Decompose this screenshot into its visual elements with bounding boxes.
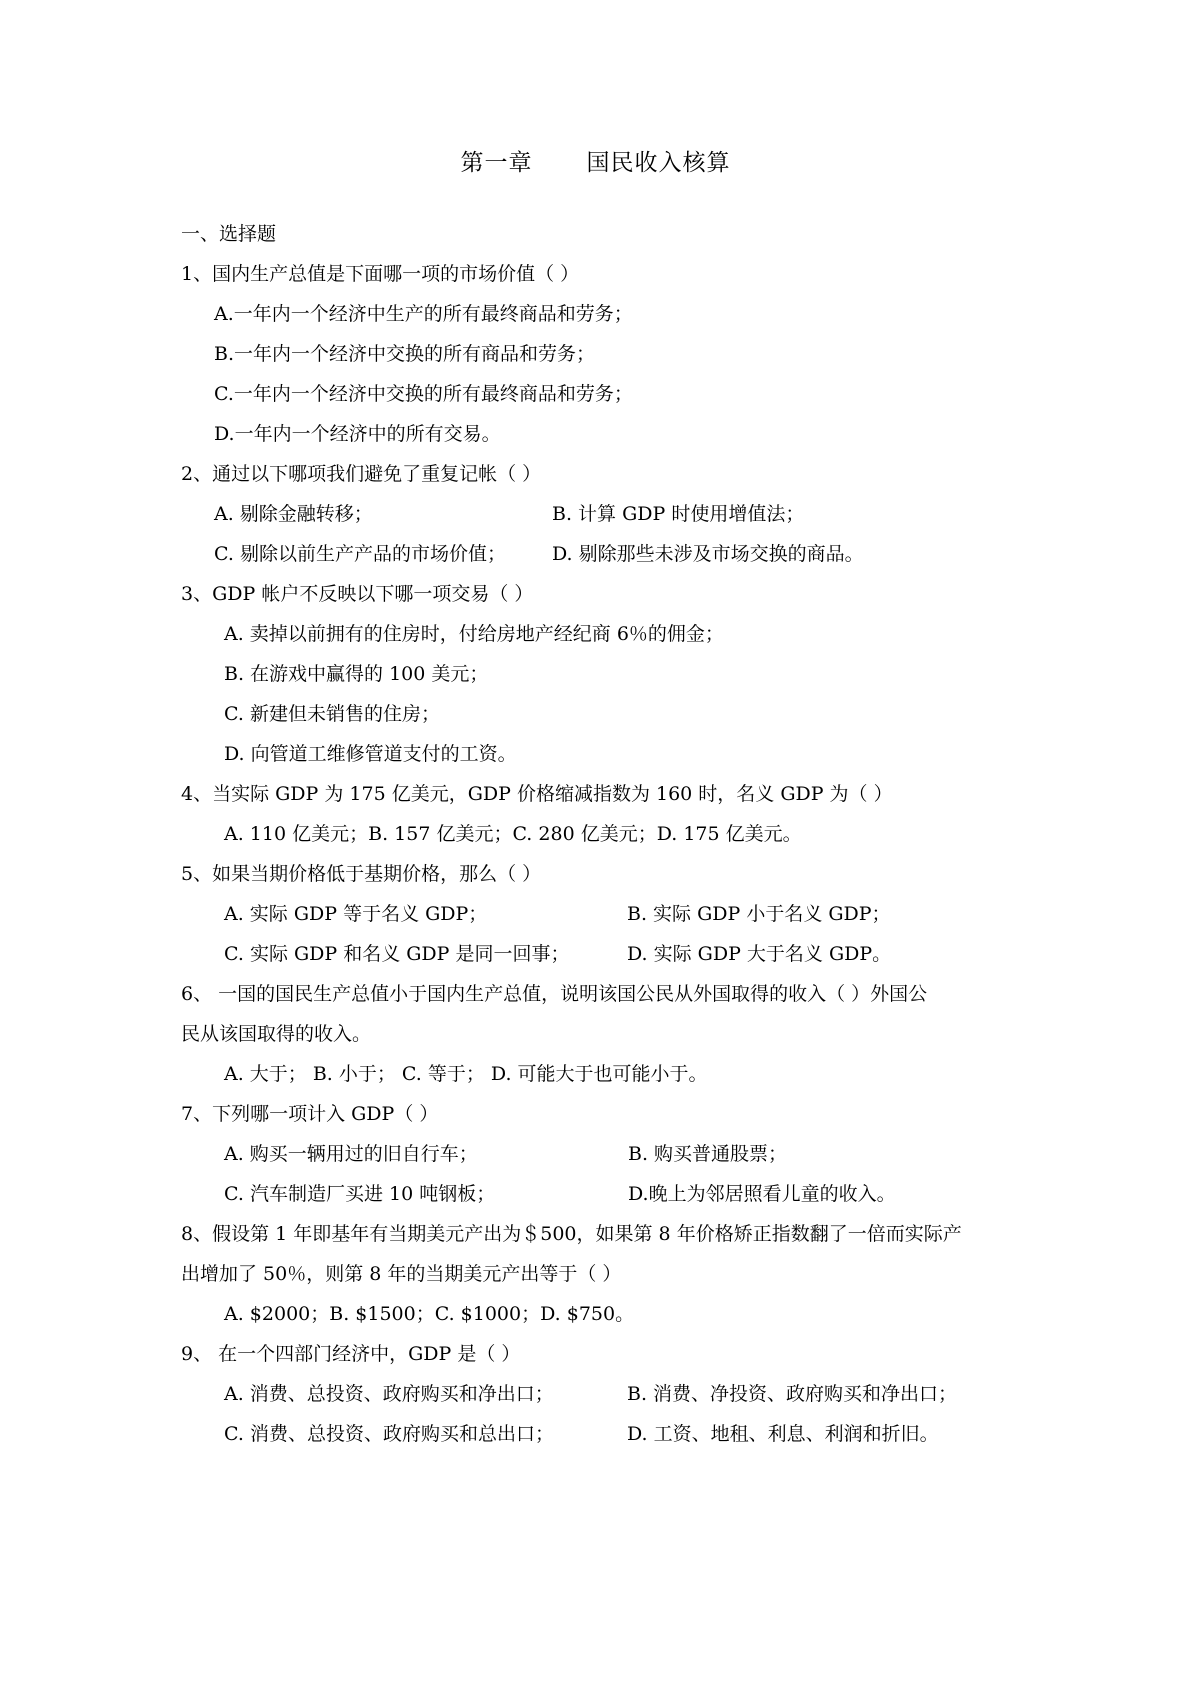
option-a: A. 实际 GDP 等于名义 GDP； [224, 903, 488, 925]
option-a: A.一年内一个经济中生产的所有最终商品和劳务； [214, 303, 633, 325]
options-inline: A. $2000；B. $1500；C. $1000；D. $750。 [224, 1303, 635, 1325]
question-stem: 3、GDP 帐户不反映以下哪一项交易（ ） [181, 583, 534, 605]
option-b: B. 在游戏中赢得的 100 美元； [224, 663, 489, 685]
question-stem-continued: 民从该国取得的收入。 [181, 1023, 372, 1045]
option-d: D. 向管道工维修管道支付的工资。 [224, 743, 517, 765]
option-b: B. 实际 GDP 小于名义 GDP； [627, 903, 891, 925]
options-inline: A. 110 亿美元；B. 157 亿美元；C. 280 亿美元；D. 175 亿美元。 [224, 823, 802, 845]
option-c: C. 剔除以前生产产品的市场价值； [214, 543, 506, 565]
option-c: C. 实际 GDP 和名义 GDP 是同一回事； [224, 943, 570, 965]
option-b: B.一年内一个经济中交换的所有商品和劳务； [214, 343, 596, 365]
option-d: D. 工资、地租、利息、利润和折旧。 [627, 1423, 939, 1445]
option-c: C.一年内一个经济中交换的所有最终商品和劳务； [214, 383, 633, 405]
option-a: A. 购买一辆用过的旧自行车； [224, 1143, 478, 1165]
question-stem: 2、通过以下哪项我们避免了重复记帐（ ） [181, 463, 542, 485]
option-d: D.晚上为邻居照看儿童的收入。 [628, 1183, 896, 1205]
option-c: C. 汽车制造厂买进 10 吨钢板； [224, 1183, 496, 1205]
question-stem: 9、 在一个四部门经济中，GDP 是（ ） [181, 1343, 521, 1365]
option-d: D. 实际 GDP 大于名义 GDP。 [627, 943, 892, 965]
chapter-number: 第一章 [460, 150, 533, 176]
option-a: A. 剔除金融转移； [214, 503, 373, 525]
question-stem: 6、 一国的国民生产总值小于国内生产总值，说明该国公民从外国取得的收入（ ）外国公 [181, 983, 928, 1005]
option-c: C. 新建但未销售的住房； [224, 703, 440, 725]
section-heading: 一、选择题 [181, 223, 277, 245]
question-stem: 5、如果当期价格低于基期价格，那么（ ） [181, 863, 542, 885]
question-stem: 1、国内生产总值是下面哪一项的市场价值（ ） [181, 263, 580, 285]
question-stem: 7、下列哪一项计入 GDP（ ） [181, 1103, 439, 1125]
question-stem-continued: 出增加了 50％，则第 8 年的当期美元产出等于（ ） [181, 1263, 622, 1285]
question-stem: 8、假设第 1 年即基年有当期美元产出为＄500，如果第 8 年价格矫正指数翻了一倍而实际产 [181, 1223, 962, 1245]
option-a: A. 卖掉以前拥有的住房时，付给房地产经纪商 6％的佣金； [224, 623, 724, 645]
chapter-title [0, 144, 1191, 177]
chapter-topic: 国民收入核算 [586, 150, 731, 176]
options-inline: A. 大于； B. 小于； C. 等于； D. 可能大于也可能小于。 [224, 1063, 708, 1085]
option-b: B. 计算 GDP 时使用增值法； [552, 503, 805, 525]
option-c: C. 消费、总投资、政府购买和总出口； [224, 1423, 554, 1445]
option-b: B. 购买普通股票； [628, 1143, 788, 1165]
option-b: B. 消费、净投资、政府购买和净出口； [627, 1383, 958, 1405]
question-stem: 4、当实际 GDP 为 175 亿美元，GDP 价格缩减指数为 160 时，名义 GDP 为（ ） [181, 783, 893, 805]
option-d: D. 剔除那些未涉及市场交换的商品。 [552, 543, 864, 565]
option-d: D.一年内一个经济中的所有交易。 [214, 423, 501, 445]
option-a: A. 消费、总投资、政府购买和净出口； [224, 1383, 554, 1405]
